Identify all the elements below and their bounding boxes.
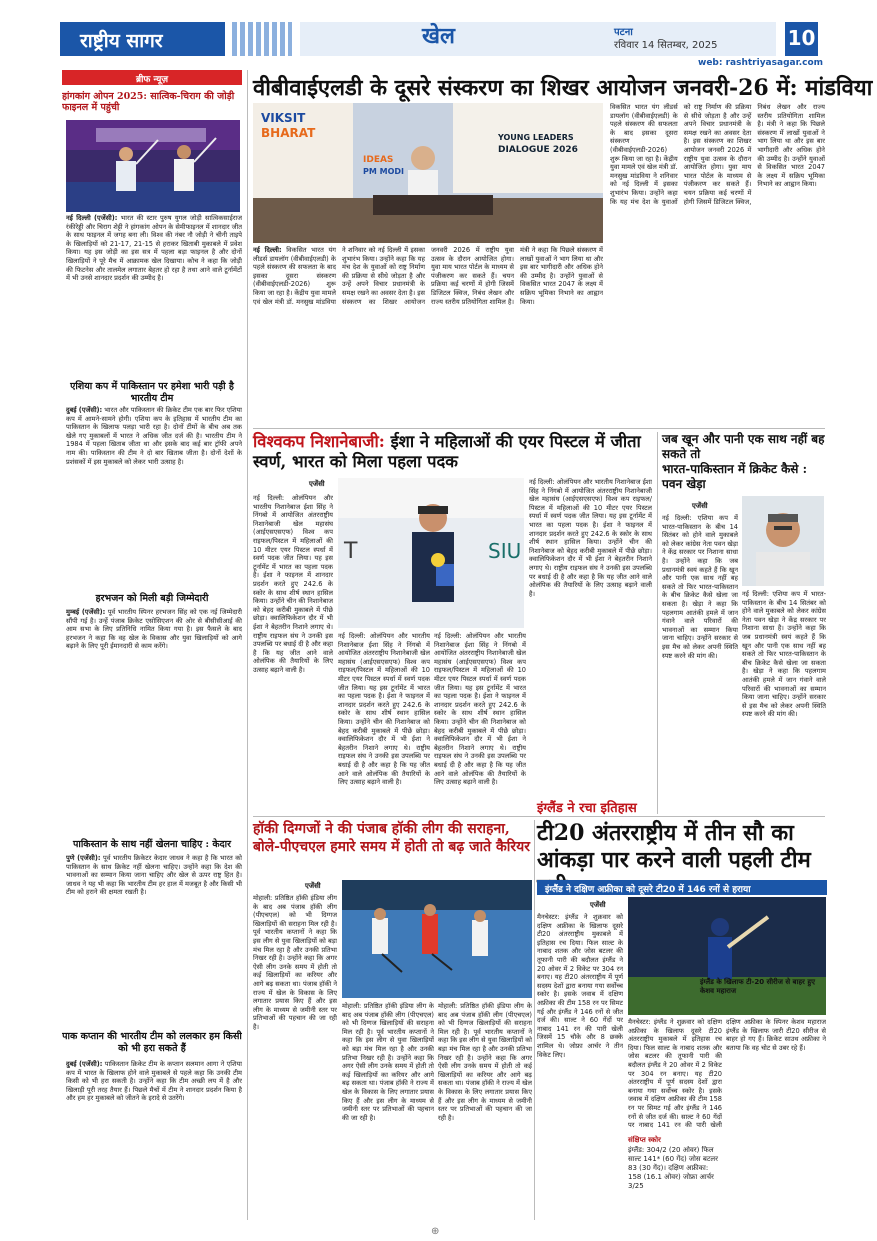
t20-byline: एजेंसी [590,901,606,909]
khera-body-col2 [742,590,826,814]
t20-caption-story [726,1018,826,1220]
brief-headline: पाक कप्तान की भारतीय टीम को ललकार हम किसी को भी हरा सकते हैं [62,1031,242,1054]
esha-singh-photo [338,478,524,628]
lead-body-continued [610,103,825,424]
brief-item-2-headline-box [62,378,242,404]
column-divider [657,432,658,814]
shooting-text: नई दिल्ली: ओलंपियन और भारतीय निशानेबाज ईशा सिंह ने निंगबो में आयोजित अंतरराष्ट्रीय निशानेबाजी खेल महासंघ (आईएसएसएफ) विश्व कप राइफल/पिस्टल में महिलाओं की 10 मीटर एयर पिस्टल स्पर्धा में स्वर्ण पदक जीत लिया। यह इस टूर्नामेंट में भारत का पहला पदक है। ईशा ने फाइनल में शानदार प्रदर्शन करते हुए 242.6 के स्कोर के साथ शीर्ष स्थान हासिल किया। उन्होंने चीन की निशानेबाज को बेहद करीबी मुकाबले में पीछे छोड़ा। क्वालिफिकेशन दौर में भी ईशा ने बेहतरीन निशाने लगाए थे। राष्ट्रीय राइफल संघ ने उनकी इस उपलब्धि पर बधाई दी है और कहा है कि यह जीत आने वाले ओलंपिक की तैयारियों के लिए उत्साह बढ़ाने वाली है। [434,632,526,787]
banner-word: DIALOGUE 2026 [498,145,578,155]
shooting-headline-text: ईशा ने महिलाओं की एयर पिस्टल में जीता स्वर्ण, भारत को मिला पहला पदक [253,432,641,471]
hockey-headline: हॉकी दिग्गजों ने की पंजाब हॉकी लीग की सराहना, बोले-पीएचएल हमारे समय में होती तो बढ़ जाते कैरियर [253,821,530,855]
hockey-match-photo [342,880,532,998]
brief-item-3-headline-box [62,590,242,606]
edition-city: पटना [614,27,633,38]
svg-text:SIU: SIU [488,539,522,563]
brief-byline: पुणे (एजेंसी): [66,854,101,862]
brief-item-4-headline-box [62,836,242,852]
khera-byline: एजेंसी [692,502,708,510]
shooting-text: नई दिल्ली: ओलंपियन और भारतीय निशानेबाज ईशा सिंह ने निंगबो में आयोजित अंतरराष्ट्रीय निशानेबाजी खेल महासंघ (आईएसएसएफ) विश्व कप राइफल/पिस्टल में महिलाओं की 10 मीटर एयर पिस्टल स्पर्धा में स्वर्ण पदक जीत लिया। यह इस टूर्नामेंट में भारत का पहला पदक है। ईशा ने फाइनल में शानदार प्रदर्शन करते हुए 242.6 के स्कोर के साथ शीर्ष स्थान हासिल किया। उन्होंने चीन की निशानेबाज को बेहद करीबी मुकाबले में पीछे छोड़ा। क्वालिफिकेशन दौर में भी ईशा ने बेहतरीन निशाने लगाए थे। राष्ट्रीय राइफल संघ ने उनकी इस उपलब्धि पर बधाई दी है और कहा है कि यह जीत आने वाले ओलंपिक की तैयारियों के लिए उत्साह बढ़ाने वाली है। [253,494,333,674]
banner-word: VIKSIT [261,111,306,125]
brief-byline: मुम्बई (एजेंसी): [66,608,106,616]
svg-text:T: T [344,539,358,564]
brief-text: पूर्व भारतीय स्पिनर हरभजन सिंह को एक नई जिम्मेदारी सौंपी गई है। उन्हें पंजाब क्रिकेट एसोसिएशन की ओर से बीसीसीआई की आम सभा के लिए प्रतिनिधि नामित किया गया है। इस फैसले के बाद हरभजन ने कहा कि वह खेल के विकास और युवा खिलाड़ियों को आगे बढ़ाने के लिए पूरी ईमानदारी से काम करेंगे। [66,608,242,651]
brief-news-band: ब्रीफ न्यूज़ [62,70,242,85]
khera-text: नई दिल्ली: एशिया कप में भारत-पाकिस्तान के बीच 14 सितंबर को होने वाले मुकाबले को लेकर कांग्रेस नेता पवन खेड़ा ने केंद्र सरकार पर निशाना साधा है। उन्होंने कहा कि जब प्रधानमंत्री स्वयं कहते हैं कि खून और पानी एक साथ नहीं बह सकते तो फिर भारत-पाकिस्तान के बीच क्रिकेट कैसे खेला जा सकता है। खेड़ा ने कहा कि पहलगाम आतंकी हमले में जान गंवाने वाले परिवारों की भावनाओं का सम्मान किया जाना चाहिए। उन्होंने सरकार से इस मैच को लेकर अपनी स्थिति स्पष्ट करने की मांग की। [742,590,826,719]
brief-text: पूर्व भारतीय क्रिकेटर केदार जाधव ने कहा है कि भारत को पाकिस्तान के साथ क्रिकेट नहीं खेलना चाहिए। उन्होंने कहा कि देश की भावनाओं का सम्मान किया जाना चाहिए और खेल से ऊपर राष्ट्र हित है। जाधव ने यह भी कहा कि भारतीय टीम हर हाल में मजबूत है और किसी भी टीम को हराने की क्षमता रखती है। [66,854,242,897]
newspaper-logo: राष्ट्रीय सागर [60,22,225,56]
brief-item-2-body [66,406,242,586]
khera-text: नई दिल्ली: एशिया कप में भारत-पाकिस्तान के बीच 14 सितंबर को होने वाले मुकाबले को लेकर कांग्रेस नेता पवन खेड़ा ने केंद्र सरकार पर निशाना साधा है। उन्होंने कहा कि जब प्रधानमंत्री स्वयं कहते हैं कि खून और पानी एक साथ नहीं बह सकते तो फिर भारत-पाकिस्तान के बीच क्रिकेट कैसे खेला जा सकता है। खेड़ा ने कहा कि पहलगाम आतंकी हमले में जान गंवाने वाले परिवारों की भावनाओं का सम्मान किया जाना चाहिए। उन्होंने सरकार से इस मैच को लेकर अपनी स्थिति स्पष्ट करने की मांग की। [662,514,738,660]
section-divider [253,428,825,429]
t20-photo-caption: इंग्लैंड के खिलाफ टी-20 सीरीज से बाहर हुए केशव महाराज [700,978,815,995]
hockey-text: मोहाली: प्रतिष्ठित हॉकी इंडिया लीग के बाद अब पंजाब हॉकी लीग (पीएचएल) को भी दिग्गज खिलाड़ियों की सराहना मिल रही है। पूर्व भारतीय कप्तानों ने कहा कि इस लीग से युवा खिलाड़ियों को बड़ा मंच मिल रहा है और उनकी प्रतिभा निखर रही है। उन्होंने कहा कि अगर ऐसी लीग उनके समय में होती तो कई खिलाड़ियों का करियर और आगे बढ़ सकता था। पंजाब हॉकी ने राज्य में खेल के विकास के लिए लगातार प्रयास किए हैं और इस लीग के माध्यम से जमीनी स्तर पर प्रतिभाओं की पहचान की जा रही है। [342,1002,434,1122]
t20-headline: टी20 अंतरराष्ट्रीय में तीन सौ का आंकड़ा पार करने वाली पहली टीम [537,820,811,873]
column-divider [247,70,248,1220]
khera-photo [742,496,824,586]
badminton-photo-graphic [66,120,240,212]
lead-photo [253,103,603,243]
banner-word: IDEAS [363,155,394,165]
khera-headline: भारत-पाकिस्तान में क्रिकेट कैसे : पवन खेड़ा [662,462,808,491]
brief-headline: एशिया कप में पाकिस्तान पर हमेशा भारी पड़ी है भारतीय टीम [70,381,234,404]
hockey-body-col2 [342,1002,434,1220]
section-divider [253,816,825,817]
shooting-body-col1 [253,494,333,814]
lead-headline: वीबीवाईएलडी के दूसरे संस्करण का शिखर आयोजन जनवरी-26 में: मांडविया [253,75,873,101]
brief-text: भारत और पाकिस्तान की क्रिकेट टीम एक बार फिर एशिया कप में आमने-सामने होगी। एशिया कप के इतिहास में भारतीय टीम का पाकिस्तान के खिलाफ पलड़ा भारी रहा है। दोनों टीमों के बीच अब तक खेले गए मुकाबलों में भारत ने अधिक जीत दर्ज की है। भारतीय टीम ने 1984 में पहला खिताब जीता था और इसके बाद कई बार ट्रॉफी अपने नाम की। पाकिस्तान की टीम ने दो बार खिताब जीता है। दोनों देशों के प्रशंसकों में इस मुकाबले को लेकर भारी उत्साह है। [66,406,242,466]
section-title: खेल [422,23,455,49]
shooting-headline [253,432,651,472]
page-number: 10 [785,22,818,56]
t20-caption-text: दक्षिण अफ्रीका के स्पिनर केशव महाराज इंग्लैंड के खिलाफ जारी टी20 सीरीज से बाहर हो गए हैं। क्रिकेट साउथ अफ्रीका ने बताया कि वह चोट से उबर रहे हैं। [726,1018,826,1052]
brief-item-3-body [66,608,242,833]
brief-headline: पाकिस्तान के साथ नहीं खेलना चाहिए : केदार [72,839,232,850]
masthead [0,0,877,68]
brief-byline: नई दिल्ली (एजेंसी): [66,214,118,222]
khera-kicker: जब खून और पानी एक साथ नहीं बह सकते तो [662,432,825,461]
hockey-body-col1 [253,894,337,1220]
brief-byline: दुबई (एजेंसी): [66,406,103,414]
t20-text: मैनचेस्टर: इंग्लैंड ने शुक्रवार को दक्षिण अफ्रीका के खिलाफ दूसरे टी20 अंतरराष्ट्रीय मुकाबले में इतिहास रच दिया। फिल साल्ट के नाबाद शतक और जोस बटलर की तूफानी पारी की बदौलत इंग्लैंड ने 20 ओवर में 2 विकेट पर 304 रन बनाए। यह टी20 अंतरराष्ट्रीय में पूर्ण सदस्य देशों द्वारा बनाया गया सर्वोच्च स्कोर है। इसके जवाब में दक्षिण अफ्रीका की टीम 158 रन पर सिमट गई और इंग्लैंड ने 146 रनों से जीत दर्ज की। साल्ट ने 60 गेंदों पर नाबाद 141 रन की पारी खेली [628,1018,722,1130]
pawan-khera-photo [742,496,824,586]
brief-item-4-body [66,854,242,1024]
brief-byline: दुबई (एजेंसी): [66,1060,103,1068]
hockey-photo [342,880,532,998]
lead-text: विकसित भारत यंग लीडर्स डायलॉग (वीबीवाईएलडी) के पहले संस्करण की सफलता के बाद इसका दूसरा संस्करण (वीबीवाईएलडी-2026) शुरू किया जा रहा है। केंद्रीय युवा मामले एवं खेल मंत्री डॉ. मनसुख मांडविया ने शनिवार को नई दिल्ली में इसका शुभारंभ किया। उन्होंने कहा कि यह मंच देश के युवाओं को राष्ट्र निर्माण की प्रक्रिया से सीधे जोड़ता है और उन्हें अपने विचार प्रधानमंत्री के समक्ष रखने का अवसर देता है। इस संस्करण का शिखर आयोजन जनवरी 2026 में राष्ट्रीय युवा उत्सव के दौरान आयोजित होगा। युवा माय भारत पोर्टल के माध्यम से पंजीकरण कर सकते हैं। चयन प्रक्रिया कई चरणों में होगी जिसमें डिजिटल क्विज, निबंध लेखन और राज्य स्तरीय प्रतियोगिता शामिल है। मंत्री ने कहा कि पिछले संस्करण में लाखों युवाओं ने भाग लिया था और इस बार भागीदारी और अधिक होने की उम्मीद है। उन्होंने युवाओं से विकसित भारत 2047 के लक्ष्य में सक्रिय भूमिका निभाने का आह्वान किया। [610,103,825,206]
banner-word: PM MODI [363,167,404,176]
lead-body [253,246,603,424]
badminton-photo [66,120,240,212]
shooting-kicker: विश्वकप निशानेबाजी: [253,432,385,451]
brief-item-5-body [66,1060,242,1220]
khera-body-col1 [662,514,738,814]
t20-subhead: इंग्लैंड ने दक्षिण अफ्रीका को दूसरे टी20 में 146 रनों से हराया [537,880,827,895]
shooting-body-col3 [434,632,526,814]
column-divider [534,820,535,1220]
shooting-photo [338,478,524,628]
shooting-text: नई दिल्ली: ओलंपियन और भारतीय निशानेबाज ईशा सिंह ने निंगबो में आयोजित अंतरराष्ट्रीय निशानेबाजी खेल महासंघ (आईएसएसएफ) विश्व कप राइफल/पिस्टल में महिलाओं की 10 मीटर एयर पिस्टल स्पर्धा में स्वर्ण पदक जीत लिया। यह इस टूर्नामेंट में भारत का पहला पदक है। ईशा ने फाइनल में शानदार प्रदर्शन करते हुए 242.6 के स्कोर के साथ शीर्ष स्थान हासिल किया। उन्होंने चीन की निशानेबाज को बेहद करीबी मुकाबले में पीछे छोड़ा। क्वालिफिकेशन दौर में भी ईशा ने बेहतरीन निशाने लगाए थे। राष्ट्रीय राइफल संघ ने उनकी इस उपलब्धि पर बधाई दी है और कहा है कि यह जीत आने वाले ओलंपिक की तैयारियों के लिए उत्साह बढ़ाने वाली है। [529,478,652,598]
scorecard-title: संक्षिप्त स्कोर [628,1136,661,1144]
hockey-text: मोहाली: प्रतिष्ठित हॉकी इंडिया लीग के बाद अब पंजाब हॉकी लीग (पीएचएल) को भी दिग्गज खिलाड़ियों की सराहना मिल रही है। पूर्व भारतीय कप्तानों ने कहा कि इस लीग से युवा खिलाड़ियों को बड़ा मंच मिल रहा है और उनकी प्रतिभा निखर रही है। उन्होंने कहा कि अगर ऐसी लीग उनके समय में होती तो कई खिलाड़ियों का करियर और आगे बढ़ सकता था। पंजाब हॉकी ने राज्य में खेल के विकास के लिए लगातार प्रयास किए हैं और इस लीग के माध्यम से जमीनी स्तर पर प्रतिभाओं की पहचान की जा रही है। [253,894,337,1031]
shooting-byline: एजेंसी [309,480,325,488]
edition-date: रविवार 14 सितम्बर, 2025 [614,40,718,51]
scorecard: इंग्लैंड: 304/2 (20 ओवर) फिल साल्ट 141* (60 गेंद) जोस बटलर 83 (30 गेंद)। दक्षिण अफ्रीका: 158 (16.1 ओवर) जोफ्रा आर्चर 3/25 [628,1146,719,1190]
banner-word: BHARAT [261,126,316,140]
cricket-batsman-photo [628,897,826,1015]
shooting-body-col2 [338,632,430,814]
lead-byline: नई दिल्ली: [253,246,282,254]
brief-text: भारत की स्टार पुरुष युगल जोड़ी सात्विकसाईराज रंकीरेड्डी और चिराग शेट्टी ने हांगकांग ओपन के सेमीफाइनल में शानदार जीत के साथ फाइनल में जगह बना ली। विश्व की नंबर नौ जोड़ी ने चीनी ताइपे के खिलाड़ियों को 21-17, 21-15 से हराकर खिताबी मुकाबले में प्रवेश किया। यह इस जोड़ी का इस सत्र में पहला बड़ा फाइनल है और दोनों खिलाड़ियों ने पूरे मैच में आक्रामक खेल दिखाया। कोच ने कहा कि जोड़ी की फिटनेस और तालमेल लगातार बेहतर हो रहा है तथा आने वाले टूर्नामेंटों में भी उनसे शानदार प्रदर्शन की उम्मीद है। [66,214,242,283]
t20-photo [628,897,826,1015]
shooting-body-col4 [529,478,652,814]
hockey-body-col3 [438,1002,532,1220]
brief-headline: हरभजन को मिली बड़ी जिम्मेदारी [95,593,209,604]
vbyld-event-photo [253,103,603,243]
masthead-decoration [232,22,292,56]
shooting-text: नई दिल्ली: ओलंपियन और भारतीय निशानेबाज ईशा सिंह ने निंगबो में आयोजित अंतरराष्ट्रीय निशानेबाजी खेल महासंघ (आईएसएसएफ) विश्व कप राइफल/पिस्टल में महिलाओं की 10 मीटर एयर पिस्टल स्पर्धा में स्वर्ण पदक जीत लिया। यह इस टूर्नामेंट में भारत का पहला पदक है। ईशा ने फाइनल में शानदार प्रदर्शन करते हुए 242.6 के स्कोर के साथ शीर्ष स्थान हासिल किया। उन्होंने चीन की निशानेबाज को बेहद करीबी मुकाबले में पीछे छोड़ा। क्वालिफिकेशन दौर में भी ईशा ने बेहतरीन निशाने लगाए थे। राष्ट्रीय राइफल संघ ने उनकी इस उपलब्धि पर बधाई दी है और कहा है कि यह जीत आने वाले ओलंपिक की तैयारियों के लिए उत्साह बढ़ाने वाली है। [338,632,430,787]
t20-text: मैनचेस्टर: इंग्लैंड ने शुक्रवार को दक्षिण अफ्रीका के खिलाफ दूसरे टी20 अंतरराष्ट्रीय मुकाबले में इतिहास रच दिया। फिल साल्ट के नाबाद शतक और जोस बटलर की तूफानी पारी की बदौलत इंग्लैंड ने 20 ओवर में 2 विकेट पर 304 रन बनाए। यह टी20 अंतरराष्ट्रीय में पूर्ण सदस्य देशों द्वारा बनाया गया सर्वोच्च स्कोर है। इसके जवाब में दक्षिण अफ्रीका की टीम 158 रन पर सिमट गई और इंग्लैंड ने 146 रनों से जीत दर्ज की। साल्ट ने 60 गेंदों पर नाबाद 141 रन की पारी खेली जिसमें 15 चौके और 8 छक्के शामिल थे। जोफ्रा आर्चर ने तीन विकेट लिए। [537,913,623,1059]
t20-body-col2 [628,1018,722,1130]
registration-mark-icon: ⊕ [431,1226,440,1237]
brief-text: पाकिस्तान क्रिकेट टीम के कप्तान सलमान आगा ने एशिया कप में भारत के खिलाफ होने वाले मुकाबले से पहले कहा कि उनकी टीम किसी को भी हरा सकती है। उन्होंने कहा कि टीम अच्छी लय में है और खिलाड़ी पूरी तरह तैयार हैं। पिछले मैचों में टीम ने शानदार प्रदर्शन किया है और हम हर मुकाबले को जीतने के इरादे से उतरेंगे। [66,1060,242,1103]
brief-item-1-body [66,214,242,374]
hockey-text: मोहाली: प्रतिष्ठित हॉकी इंडिया लीग के बाद अब पंजाब हॉकी लीग (पीएचएल) को भी दिग्गज खिलाड़ियों की सराहना मिल रही है। पूर्व भारतीय कप्तानों ने कहा कि इस लीग से युवा खिलाड़ियों को बड़ा मंच मिल रहा है और उनकी प्रतिभा निखर रही है। उन्होंने कहा कि अगर ऐसी लीग उनके समय में होती तो कई खिलाड़ियों का करियर और आगे बढ़ सकता था। पंजाब हॉकी ने राज्य में खेल के विकास के लिए लगातार प्रयास किए हैं और इस लीग के माध्यम से जमीनी स्तर पर प्रतिभाओं की पहचान की जा रही है। [438,1002,532,1122]
banner-word: YOUNG LEADERS [498,133,574,142]
brief-headline: हांगकांग ओपन 2025: सात्विक-चिराग की जोड़ी फाइनल में पहुंची [62,91,235,113]
lead-text: विकसित भारत यंग लीडर्स डायलॉग (वीबीवाईएलडी) के पहले संस्करण की सफलता के बाद इसका दूसरा संस्करण (वीबीवाईएलडी-2026) शुरू किया जा रहा है। केंद्रीय युवा मामले एवं खेल मंत्री डॉ. मनसुख मांडविया ने शनिवार को नई दिल्ली में इसका शुभारंभ किया। उन्होंने कहा कि यह मंच देश के युवाओं को राष्ट्र निर्माण की प्रक्रिया से सीधे जोड़ता है और उन्हें अपने विचार प्रधानमंत्री के समक्ष रखने का अवसर देता है। इस संस्करण का शिखर आयोजन जनवरी 2026 में राष्ट्रीय युवा उत्सव के दौरान आयोजित होगा। युवा माय भारत पोर्टल के माध्यम से पंजीकरण कर सकते हैं। चयन प्रक्रिया कई चरणों में होगी जिसमें डिजिटल क्विज, निबंध लेखन और राज्य स्तरीय प्रतियोगिता शामिल है। मंत्री ने कहा कि पिछले संस्करण में लाखों युवाओं ने भाग लिया था और इस बार भागीदारी और अधिक होने की उम्मीद है। उन्होंने युवाओं से विकसित भारत 2047 के लक्ष्य में सक्रिय भूमिका निभाने का आह्वान किया। [253,246,603,306]
brief-item-1-headline-box [62,88,242,118]
website-url: web: rashtriyasagar.com [698,58,824,68]
t20-kicker: इंग्लैंड ने रचा इतिहास [537,801,637,816]
brief-item-5-headline-box [62,1028,242,1058]
t20-body-col1 [537,913,623,1220]
hockey-byline: एजेंसी [305,882,321,890]
